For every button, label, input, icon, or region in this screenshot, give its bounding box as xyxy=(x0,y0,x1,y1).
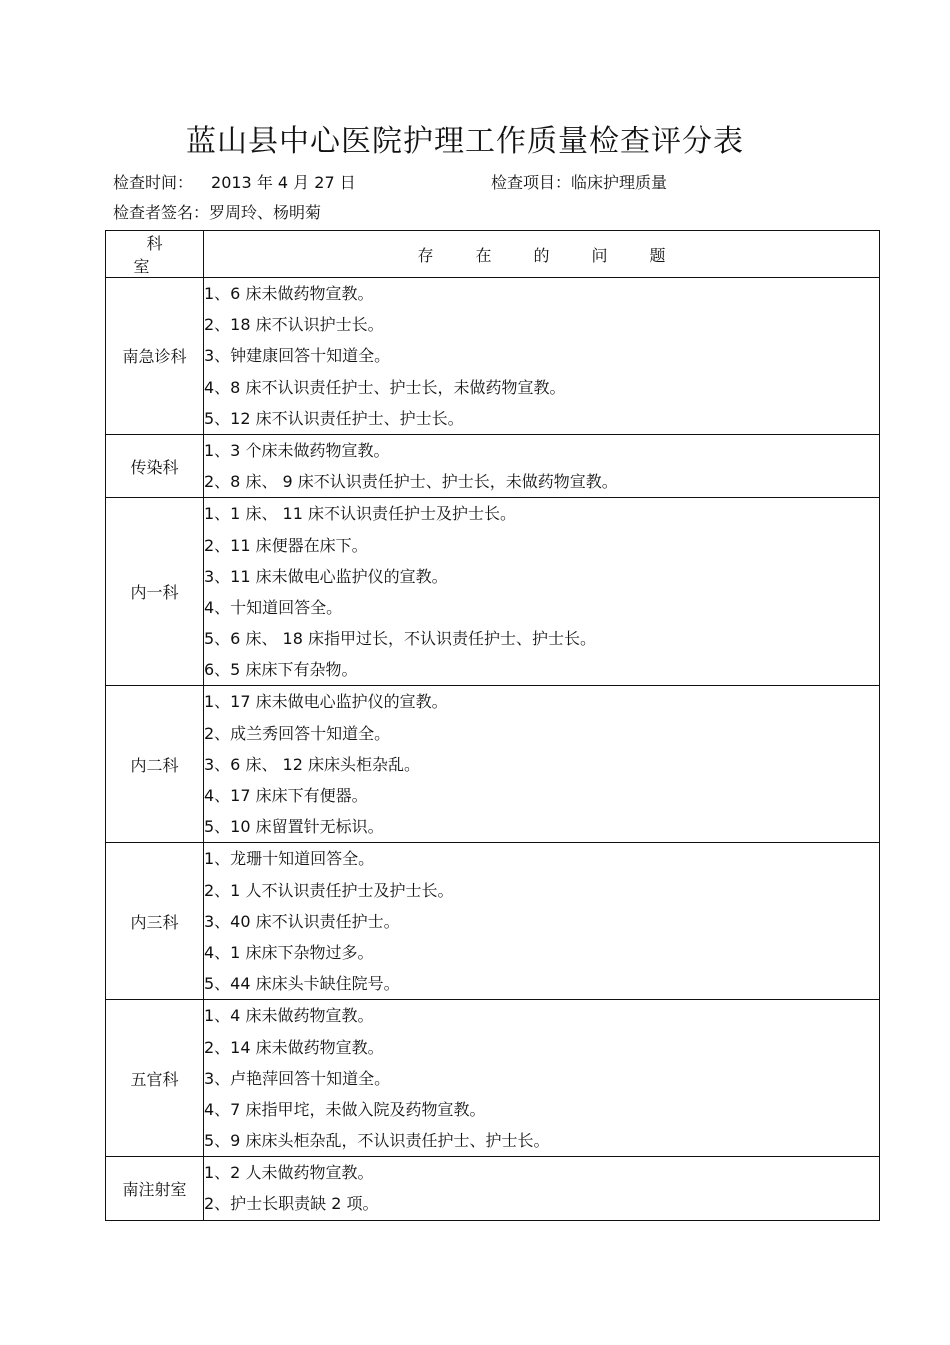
issue-item: 3、卢艳萍回答十知道全。 xyxy=(204,1068,391,1088)
issue-item: 5、9 床床头柜杂乱，不认识责任护士、护士长。 xyxy=(204,1131,550,1151)
department-cell: 内三科 xyxy=(106,843,204,1000)
issue-item: 2、18 床不认识护士长。 xyxy=(204,315,384,335)
issue-item: 1、2 人未做药物宣教。 xyxy=(204,1163,374,1183)
department-cell: 南急诊科 xyxy=(106,278,204,435)
issue-item: 3、40 床不认识责任护士。 xyxy=(204,911,400,931)
issue-item: 2、11 床便器在床下。 xyxy=(204,535,368,555)
department-cell: 南注射室 xyxy=(106,1157,204,1220)
inspector-signature xyxy=(113,201,321,225)
issues-cell xyxy=(204,1157,880,1220)
issues-cell xyxy=(204,498,880,686)
issue-item: 2、1 人不认识责任护士及护士长。 xyxy=(204,880,454,900)
issue-item: 5、12 床不认识责任护士、护士长。 xyxy=(204,408,464,428)
issue-item: 1、1 床、 11 床不认识责任护士及护士长。 xyxy=(204,504,516,524)
issues-cell xyxy=(204,278,880,435)
issue-item: 5、10 床留置针无标识。 xyxy=(204,817,384,837)
table-row xyxy=(106,498,880,686)
issue-item: 4、1 床床下杂物过多。 xyxy=(204,942,374,962)
table-row xyxy=(106,686,880,843)
table-row xyxy=(106,278,880,435)
inspection-time-value: 2013 年 4 月 27 日 xyxy=(211,173,356,192)
issue-item: 2、护士长职责缺 2 项。 xyxy=(204,1194,379,1214)
issue-item: 2、14 床未做药物宣教。 xyxy=(204,1037,384,1057)
issue-item: 2、8 床、 9 床不认识责任护士、护士长，未做药物宣教。 xyxy=(204,472,618,492)
inspector-value: 罗周玲、杨明菊 xyxy=(209,203,322,222)
issue-item: 1、17 床未做电心监护仪的宣教。 xyxy=(204,692,448,712)
issue-item: 1、龙珊十知道回答全。 xyxy=(204,849,375,869)
inspection-table xyxy=(105,230,880,1221)
issues-cell xyxy=(204,1000,880,1157)
table-body xyxy=(106,278,880,1221)
issue-item: 4、8 床不认识责任护士、护士长，未做药物宣教。 xyxy=(204,377,566,397)
issue-item: 4、17 床床下有便器。 xyxy=(204,786,368,805)
issue-item: 1、3 个床未做药物宣教。 xyxy=(204,440,390,460)
document-title: 蓝山县中心医院护理工作质量检查评分表 xyxy=(186,124,744,159)
table-row xyxy=(106,1000,880,1157)
table-row xyxy=(106,1157,880,1220)
header-department: 科室 xyxy=(106,231,204,278)
department-cell: 内二科 xyxy=(106,686,204,843)
issues-cell xyxy=(204,434,880,497)
table-row xyxy=(106,843,880,1000)
department-cell: 五官科 xyxy=(106,1000,204,1157)
issue-item: 1、4 床未做药物宣教。 xyxy=(204,1006,374,1026)
issue-item: 6、5 床床下有杂物。 xyxy=(204,660,358,680)
issue-item: 1、6 床未做药物宣教。 xyxy=(204,284,374,303)
inspector-label: 检查者签名： xyxy=(113,203,210,222)
inspection-item-value: 临床护理质量 xyxy=(571,173,668,192)
table-row xyxy=(106,434,880,497)
inspection-time-label: 检查时间： xyxy=(113,173,194,192)
issue-item: 4、7 床指甲垞，未做入院及药物宣教。 xyxy=(204,1099,486,1119)
header-issues: 存在的问题 xyxy=(204,231,880,278)
issue-item: 4、十知道回答全。 xyxy=(204,597,343,617)
department-cell: 内一科 xyxy=(106,498,204,686)
inspection-item xyxy=(491,171,667,195)
issue-item: 5、6 床、 18 床指甲过长，不认识责任护士、护士长。 xyxy=(204,629,596,649)
inspection-time xyxy=(113,171,356,195)
department-cell: 传染科 xyxy=(106,434,204,497)
table-header-row xyxy=(106,231,880,278)
issue-item: 5、44 床床头卡缺住院号。 xyxy=(204,974,400,994)
issue-item: 3、钟建康回答十知道全。 xyxy=(204,346,391,366)
issue-item: 2、成兰秀回答十知道全。 xyxy=(204,723,391,743)
issues-cell xyxy=(204,843,880,1000)
issues-cell xyxy=(204,686,880,843)
issue-item: 3、11 床未做电心监护仪的宣教。 xyxy=(204,566,448,586)
issue-item: 3、6 床、 12 床床头柜杂乱。 xyxy=(204,754,420,774)
inspection-item-label: 检查项目： xyxy=(491,173,572,192)
